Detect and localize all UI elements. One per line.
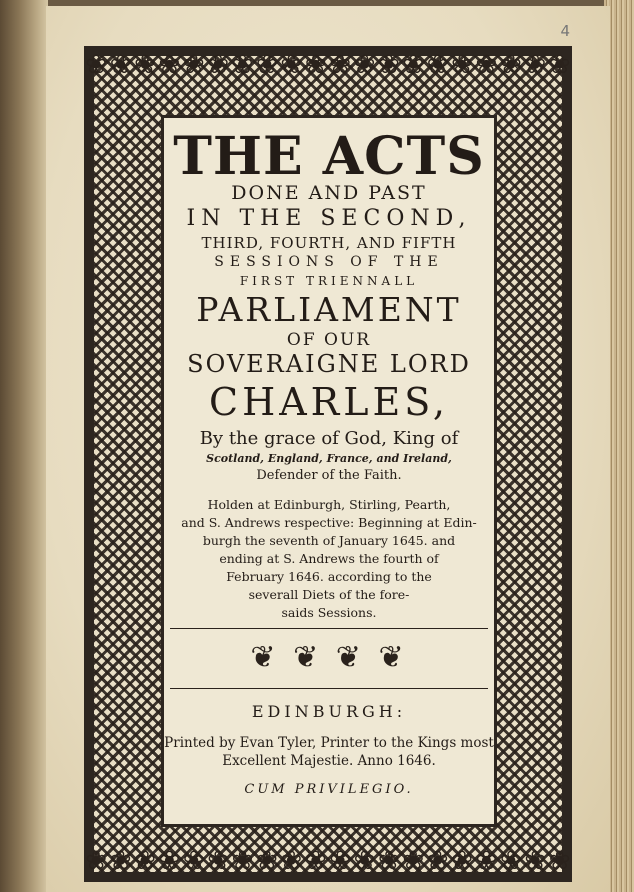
title-line-3: IN THE SECOND, xyxy=(186,206,472,231)
title-parliament: PARLIAMENT xyxy=(196,290,462,329)
holden-paragraph xyxy=(172,496,486,622)
divider-rule xyxy=(170,628,488,629)
title-line-5: SESSIONS OF THE xyxy=(214,254,444,270)
holden-line: Holden at Edinburgh, Stirling, Pearth, xyxy=(207,497,451,512)
divider-rule xyxy=(170,688,488,689)
holden-line: and S. Andrews respective: Beginning at Edin- xyxy=(181,515,477,530)
title-line-12: Scotland, England, France, and Ireland, xyxy=(206,452,452,465)
title-charles: CHARLES, xyxy=(209,380,449,424)
holden-line: saids Sessions. xyxy=(281,605,377,620)
title-line-9: SOVERAIGNE LORD xyxy=(187,350,471,378)
imprint-privilege: CUM PRIVILEGIO. xyxy=(244,782,414,797)
book-spine-shadow xyxy=(0,0,48,892)
imprint-city: EDINBURGH: xyxy=(251,702,407,721)
holden-line: ending at S. Andrews the fourth of xyxy=(219,551,439,566)
folio-number: 4 xyxy=(560,22,570,40)
title-panel xyxy=(164,118,494,824)
title-line-11: By the grace of God, King of xyxy=(199,428,459,449)
holden-line: severall Diets of the fore- xyxy=(248,587,410,602)
top-ornament-row: ❀ ❀ ❀ ❀ ❀ ❀ ❀ ❀ ❀ ❀ ❀ ❀ ❀ ❀ ❀ ❀ ❀ ❀ ❀ ❀ xyxy=(85,50,571,80)
printer-line: Printed by Evan Tyler, Printer to the Kings most xyxy=(164,735,494,751)
title-line-4: THIRD, FOURTH, AND FIFTH xyxy=(201,234,457,252)
bottom-ornament-row: ❀ ❀ ❀ ❀ ❀ ❀ ❀ ❀ ❀ ❀ ❀ ❀ ❀ ❀ ❀ ❀ ❀ ❀ ❀ ❀ xyxy=(85,846,571,876)
title-page xyxy=(46,6,610,892)
holden-line: burgh the seventh of January 1645. and xyxy=(202,533,456,548)
title-main: THE ACTS xyxy=(173,126,485,187)
title-line-2: DONE AND PAST xyxy=(231,182,427,204)
title-line-6: FIRST TRIENNALL xyxy=(239,274,419,288)
printer-line: Excellent Majestie. Anno 1646. xyxy=(222,753,436,769)
imprint-printer xyxy=(164,734,494,770)
title-line-13: Defender of the Faith. xyxy=(256,468,402,483)
title-line-8: OF OUR xyxy=(286,330,372,350)
holden-line: February 1646. according to the xyxy=(226,569,432,584)
fleuron-ornament: ❦ ❦ ❦ ❦ xyxy=(250,640,408,675)
